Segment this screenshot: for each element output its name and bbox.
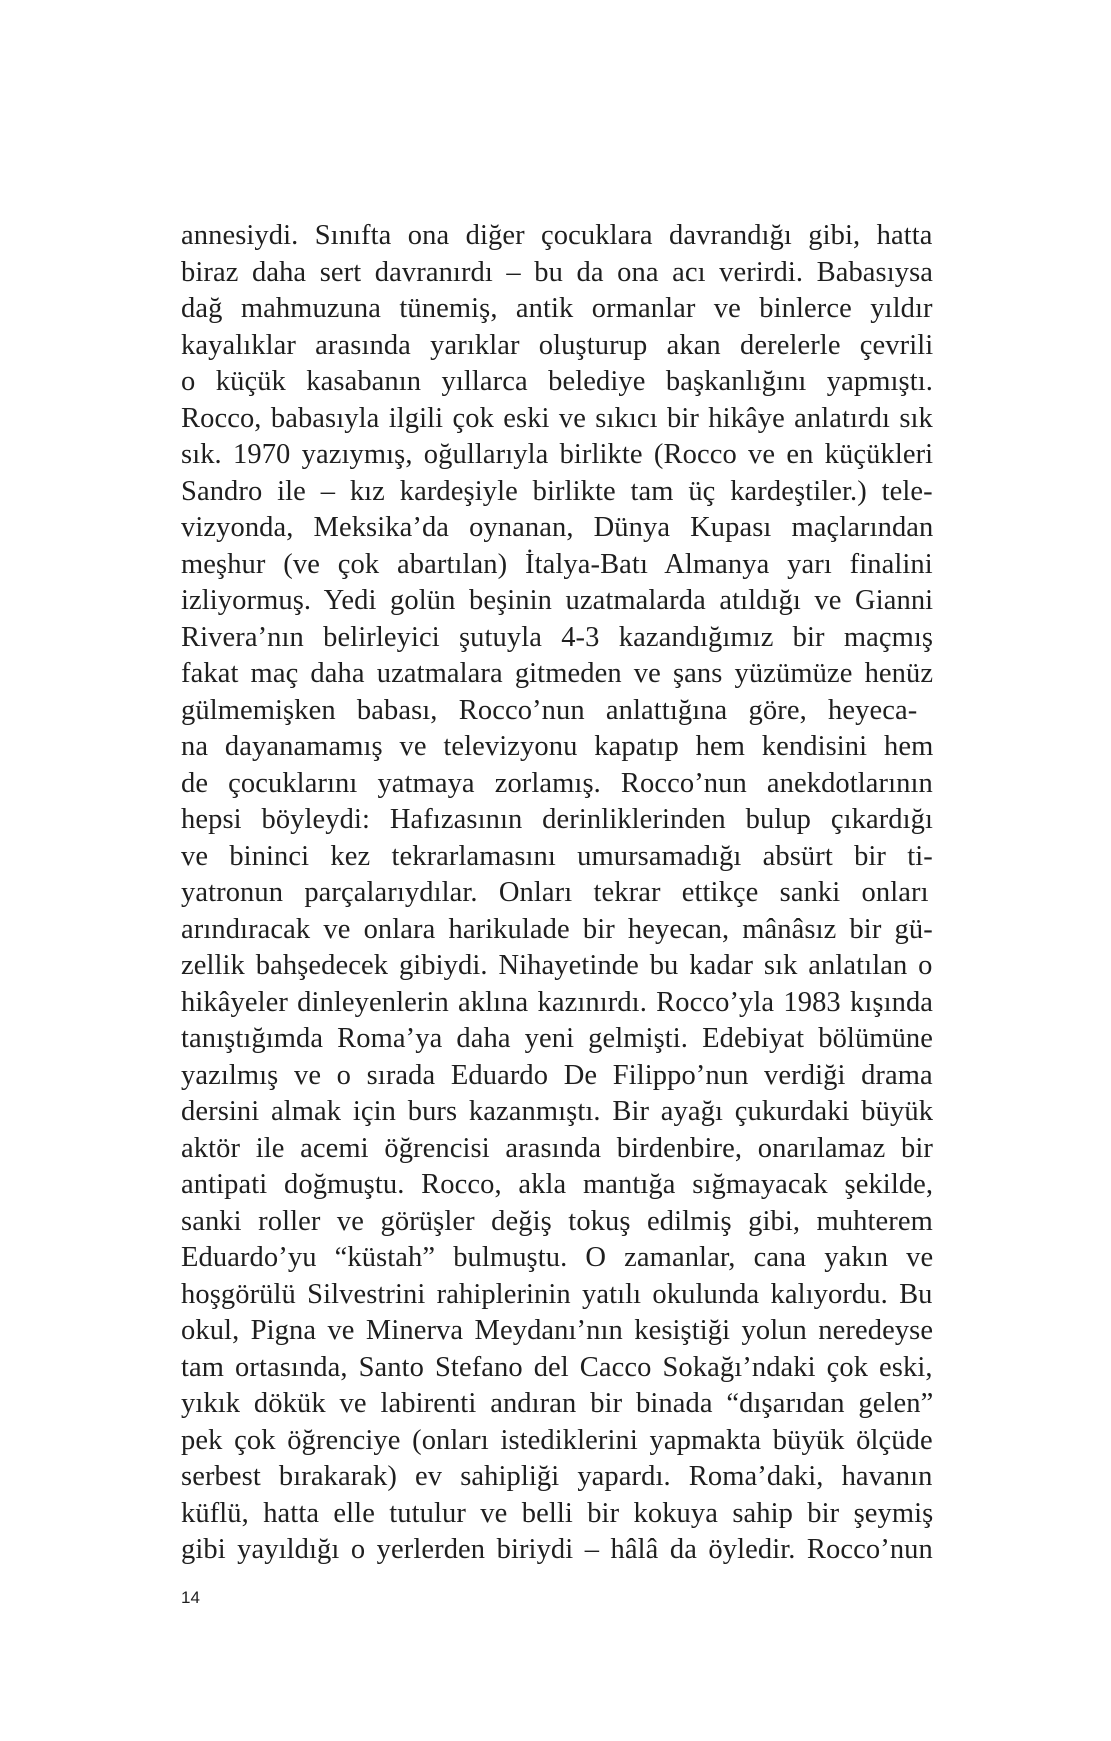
text-line: zellik bahşedecek gibiydi. Nihayetinde bu kadar sık anlatılan o xyxy=(181,950,933,981)
text-line: arındıracak ve onlara harikulade bir heyecan, mânâsız bir gü- xyxy=(181,913,933,945)
text-line: de çocuklarını yatmaya zorlamış. Rocco’nun anekdotlarının xyxy=(181,767,933,799)
text-line: hoşgörülü Silvestrini rahiplerinin yatılı okulunda kalıyordu. Bu xyxy=(181,1278,933,1310)
text-line: tanıştığımda Roma’ya daha yeni gelmişti. Edebiyat bölümüne xyxy=(181,1023,934,1054)
body-text xyxy=(181,218,933,1569)
text-line: vizyonda, Meksika’da oynanan, Dünya Kupası maçlarından xyxy=(181,512,934,543)
text-line: izliyormuş. Yedi golün beşinin uzatmalarda atıldığı ve Gianni xyxy=(181,585,934,616)
text-line: antipati doğmuştu. Rocco, akla mantığa sığmayacak şekilde, xyxy=(181,1169,934,1200)
text-line: okul, Pigna ve Minerva Meydanı’nın kesiştiği yolun neredeyse xyxy=(181,1315,934,1346)
text-line: dersini almak için burs kazanmıştı. Bir ayağı çukurdaki büyük xyxy=(181,1096,934,1127)
text-line: pek çok öğrenciye (onları istediklerini yapmakta büyük ölçüde xyxy=(181,1424,933,1456)
text-line: na dayanamamış ve televizyonu kapatıp hem kendisini hem xyxy=(181,731,934,762)
text-line: tam ortasında, Santo Stefano del Cacco Sokağı’ndaki çok eski, xyxy=(181,1351,933,1383)
text-line: meşhur (ve çok abartılan) İtalya-Batı Almanya yarı finalini xyxy=(181,548,933,580)
text-line: hikâyeler dinleyenlerin aklına kazınırdı. Rocco’yla 1983 kışında xyxy=(181,986,934,1018)
text-line: yıkık dökük ve labirenti andıran bir binada “dışarıdan gelen” xyxy=(181,1388,934,1419)
text-line: Rocco, babasıyla ilgili çok eski ve sıkıcı bir hikâye anlatırdı sık xyxy=(181,402,933,434)
text-line: hepsi böyleydi: Hafızasının derinliklerinden bulup çıkardığı xyxy=(181,804,934,835)
text-line: fakat maç daha uzatmalara gitmeden ve şans yüzümüze henüz xyxy=(181,658,934,689)
text-line: yatronun parçalarıydılar. Onları tekrar ettikçe sanki onları xyxy=(181,877,929,908)
text-line: sık. 1970 yazıymış, oğullarıyla birlikte (Rocco ve en küçükleri xyxy=(181,439,934,470)
text-line: kayalıklar arasında yarıklar oluşturup akan derelerle çevrili xyxy=(181,329,934,361)
text-line: küflü, hatta elle tutulur ve belli bir kokuya sahip bir şeymiş xyxy=(181,1497,934,1529)
text-line: gülmemişken babası, Rocco’nun anlattığına göre, heyeca- xyxy=(181,694,918,726)
text-line: Sandro ile – kız kardeşiyle birlikte tam üç kardeştiler.) tele- xyxy=(181,475,933,507)
text-line: gibi yayıldığı o yerlerden biriydi – hâlâ da öyledir. Rocco’nun xyxy=(181,1534,933,1565)
text-line: annesiydi. Sınıfta ona diğer çocuklara davrandığı gibi, hatta xyxy=(181,220,933,251)
text-line: serbest bırakarak) ev sahipliği yapardı. Roma’daki, havanın xyxy=(181,1461,933,1492)
text-line: aktör ile acemi öğrencisi arasında birdenbire, onarılamaz bir xyxy=(181,1132,933,1164)
page-number: 14 xyxy=(181,1588,200,1607)
text-line: sanki roller ve görüşler değiş tokuş edilmiş gibi, muhterem xyxy=(181,1205,933,1237)
text-line: Rivera’nın belirleyici şutuyla 4-3 kazandığımız bir maçmış xyxy=(181,621,934,653)
text-line: Eduardo’yu “küstah” bulmuştu. O zamanlar, cana yakın ve xyxy=(181,1242,934,1273)
text-line: o küçük kasabanın yıllarca belediye başkanlığını yapmıştı. xyxy=(181,366,933,397)
text-line: yazılmış ve o sırada Eduardo De Filippo’nun verdiği drama xyxy=(181,1059,933,1091)
text-line: dağ mahmuzuna tünemiş, antik ormanlar ve binlerce yıldır xyxy=(181,293,933,324)
text-line: ve bininci kez tekrarlamasını umursamadığı absürt bir ti- xyxy=(181,840,933,872)
text-line: biraz daha sert davranırdı – bu da ona acı verirdi. Babasıysa xyxy=(181,256,934,288)
